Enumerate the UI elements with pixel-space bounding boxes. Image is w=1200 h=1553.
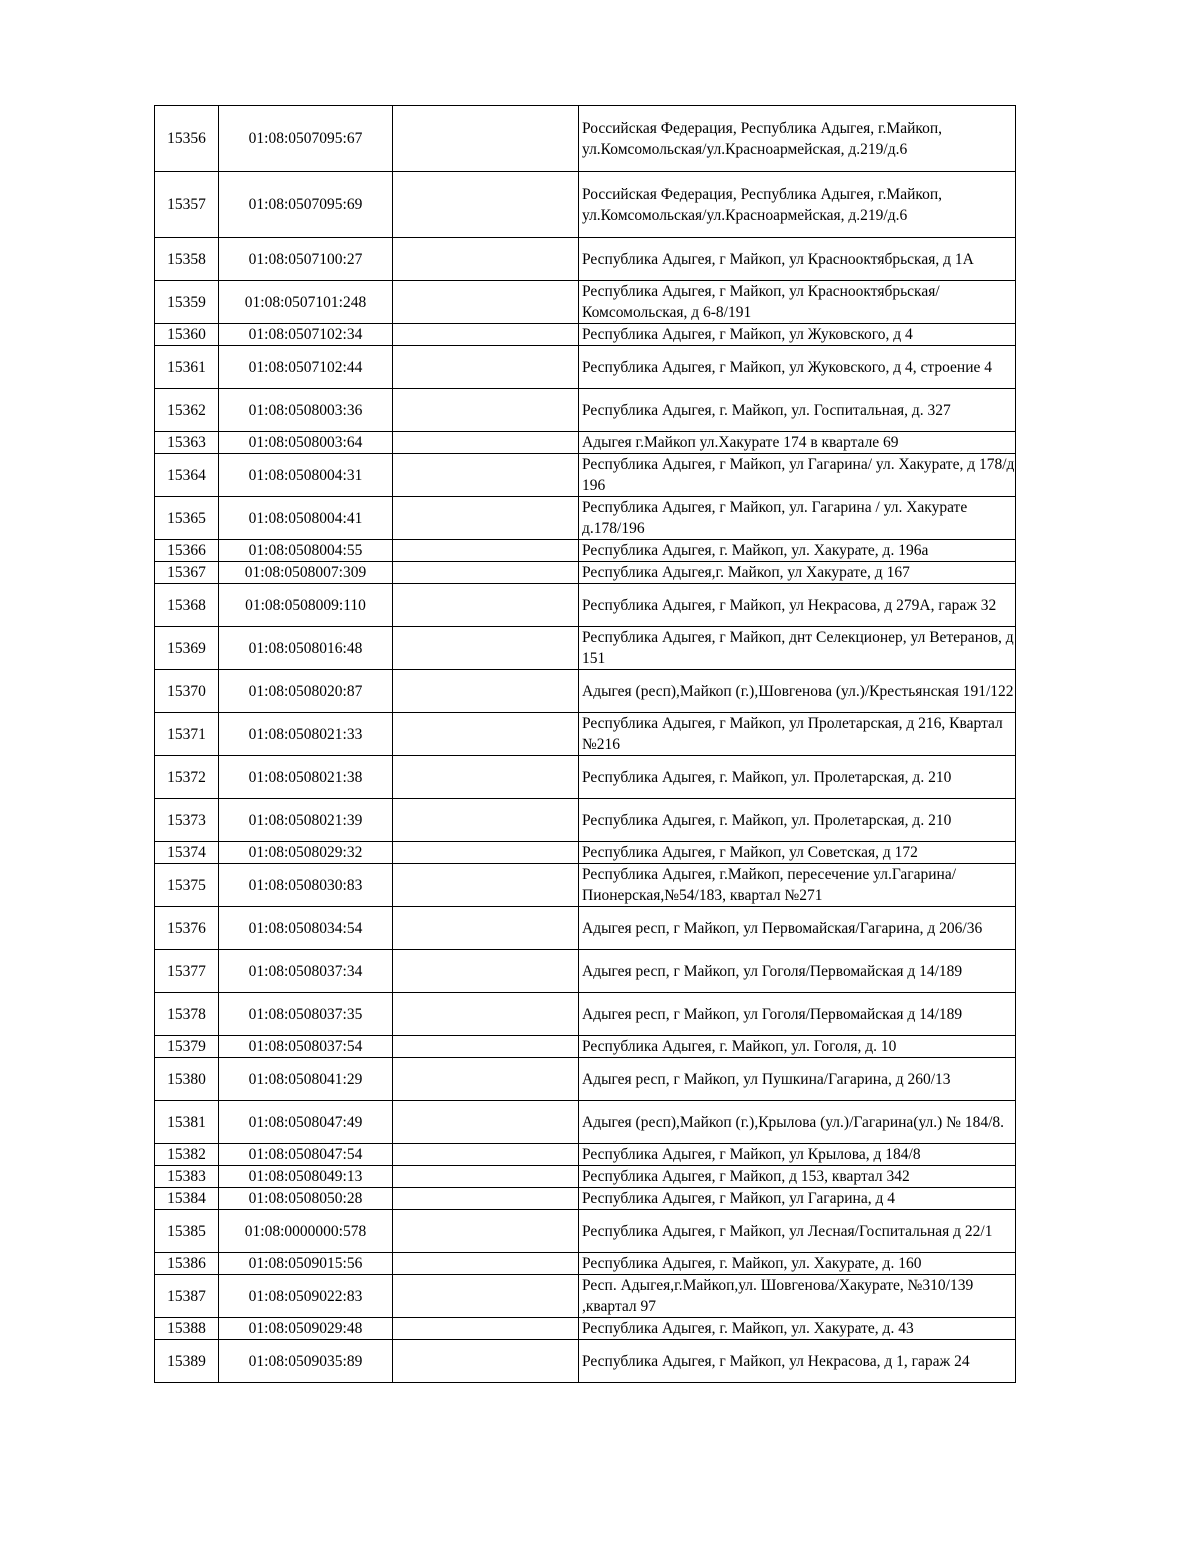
row-number: 15358 [155,238,219,281]
table-row [155,713,1016,756]
address: Республика Адыгея, г Майкоп, ул Гагарина, д 4 [579,1188,1016,1210]
empty-cell [393,1275,579,1318]
address: Республика Адыгея, г. Майкоп, ул. Хакурате, д. 43 [579,1318,1016,1340]
address: Республика Адыгея, г. Майкоп, ул. Хакурате, д. 160 [579,1253,1016,1275]
table-row [155,1036,1016,1058]
cadastral-number: 01:08:0507095:67 [219,106,393,172]
address: Республика Адыгея, г.Майкоп, пересечение ул.Гагарина/Пионерская,№54/183, квартал №271 [579,864,1016,907]
address: Республика Адыгея, г Майкоп, ул Жуковского, д 4, строение 4 [579,346,1016,389]
empty-cell [393,562,579,584]
cadastral-number: 01:08:0508041:29 [219,1058,393,1101]
row-number: 15371 [155,713,219,756]
row-number: 15368 [155,584,219,627]
address: Республика Адыгея, г Майкоп, ул Советская, д 172 [579,842,1016,864]
table-row [155,864,1016,907]
table-row [155,432,1016,454]
table-row [155,238,1016,281]
row-number: 15362 [155,389,219,432]
table-row [155,842,1016,864]
cadastral-number: 01:08:0508037:34 [219,950,393,993]
cadastral-number: 01:08:0508037:35 [219,993,393,1036]
address: Республика Адыгея, г Майкоп, ул Некрасова, д 1, гараж 24 [579,1340,1016,1383]
cadastral-number: 01:08:0509029:48 [219,1318,393,1340]
empty-cell [393,454,579,497]
address: Республика Адыгея, г Майкоп, ул Крылова, д 184/8 [579,1144,1016,1166]
address: Республика Адыгея, г Майкоп, ул Пролетарская, д 216, Квартал №216 [579,713,1016,756]
table-row [155,756,1016,799]
empty-cell [393,907,579,950]
empty-cell [393,1101,579,1144]
table-row [155,907,1016,950]
empty-cell [393,172,579,238]
cadastral-number: 01:08:0508003:64 [219,432,393,454]
row-number: 15380 [155,1058,219,1101]
row-number: 15382 [155,1144,219,1166]
empty-cell [393,1166,579,1188]
row-number: 15363 [155,432,219,454]
empty-cell [393,627,579,670]
table-row [155,670,1016,713]
address: Республика Адыгея, г Майкоп, днт Селекционер, ул Ветеранов, д 151 [579,627,1016,670]
address: Республика Адыгея, г. Майкоп, ул. Пролетарская, д. 210 [579,799,1016,842]
empty-cell [393,389,579,432]
empty-cell [393,993,579,1036]
empty-cell [393,497,579,540]
table-row [155,281,1016,324]
cadastral-number: 01:08:0507101:248 [219,281,393,324]
address: Адыгея респ, г Майкоп, ул Гоголя/Первомайская д 14/189 [579,993,1016,1036]
empty-cell [393,238,579,281]
table-row [155,993,1016,1036]
empty-cell [393,324,579,346]
table-row [155,1144,1016,1166]
row-number: 15372 [155,756,219,799]
row-number: 15388 [155,1318,219,1340]
cadastral-number: 01:08:0507102:34 [219,324,393,346]
address: Республика Адыгея, г Майкоп, ул Гагарина/ ул. Хакурате, д 178/д 196 [579,454,1016,497]
empty-cell [393,1144,579,1166]
cadastral-number: 01:08:0508016:48 [219,627,393,670]
cadastral-number: 01:08:0508047:54 [219,1144,393,1166]
cadastral-number: 01:08:0508029:32 [219,842,393,864]
table-row [155,1210,1016,1253]
empty-cell [393,864,579,907]
empty-cell [393,842,579,864]
table-row [155,1318,1016,1340]
empty-cell [393,1188,579,1210]
row-number: 15378 [155,993,219,1036]
row-number: 15375 [155,864,219,907]
row-number: 15387 [155,1275,219,1318]
address: Адыгея респ, г Майкоп, ул Первомайская/Гагарина, д 206/36 [579,907,1016,950]
table-row [155,1101,1016,1144]
cadastral-number: 01:08:0508047:49 [219,1101,393,1144]
cadastral-number: 01:08:0507095:69 [219,172,393,238]
row-number: 15386 [155,1253,219,1275]
empty-cell [393,1253,579,1275]
table-row [155,1166,1016,1188]
cadastral-number: 01:08:0508037:54 [219,1036,393,1058]
address: Республика Адыгея, г Майкоп, ул Краснооктябрьская/Комсомольская, д 6-8/191 [579,281,1016,324]
address: Республика Адыгея, г Майкоп, ул Некрасова, д 279А, гараж 32 [579,584,1016,627]
row-number: 15384 [155,1188,219,1210]
cadastral-number: 01:08:0508034:54 [219,907,393,950]
cadastral-number: 01:08:0507100:27 [219,238,393,281]
row-number: 15366 [155,540,219,562]
table-row [155,172,1016,238]
address: Республика Адыгея, г. Майкоп, ул. Пролетарская, д. 210 [579,756,1016,799]
empty-cell [393,1340,579,1383]
table-row [155,1253,1016,1275]
row-number: 15383 [155,1166,219,1188]
row-number: 15385 [155,1210,219,1253]
row-number: 15365 [155,497,219,540]
empty-cell [393,1036,579,1058]
cadastral-number: 01:08:0508021:38 [219,756,393,799]
empty-cell [393,106,579,172]
empty-cell [393,540,579,562]
address: Респ. Адыгея,г.Майкоп,ул. Шовгенова/Хакурате, №310/139 ,квартал 97 [579,1275,1016,1318]
address: Республика Адыгея, г. Майкоп, ул. Гоголя, д. 10 [579,1036,1016,1058]
address: Республика Адыгея, г Майкоп, ул Жуковского, д 4 [579,324,1016,346]
empty-cell [393,1210,579,1253]
cadastral-number: 01:08:0509015:56 [219,1253,393,1275]
address: Республика Адыгея, г Майкоп, ул. Гагарина / ул. Хакурате д.178/196 [579,497,1016,540]
address: Адыгея (респ),Майкоп (г.),Шовгенова (ул.)/Крестьянская 191/122 [579,670,1016,713]
table-row [155,324,1016,346]
row-number: 15389 [155,1340,219,1383]
empty-cell [393,1318,579,1340]
table-row [155,1275,1016,1318]
table-row [155,497,1016,540]
row-number: 15373 [155,799,219,842]
address: Республика Адыгея,г. Майкоп, ул Хакурате, д 167 [579,562,1016,584]
address-table-body [155,106,1016,1383]
cadastral-number: 01:08:0000000:578 [219,1210,393,1253]
empty-cell [393,950,579,993]
row-number: 15359 [155,281,219,324]
table-row [155,627,1016,670]
address: Республика Адыгея, г Майкоп, ул Краснооктябрьская, д 1А [579,238,1016,281]
empty-cell [393,799,579,842]
row-number: 15377 [155,950,219,993]
row-number: 15361 [155,346,219,389]
address: Республика Адыгея, г. Майкоп, ул. Госпитальная, д. 327 [579,389,1016,432]
row-number: 15356 [155,106,219,172]
cadastral-number: 01:08:0508030:83 [219,864,393,907]
cadastral-number: 01:08:0509035:89 [219,1340,393,1383]
empty-cell [393,670,579,713]
cadastral-number: 01:08:0507102:44 [219,346,393,389]
cadastral-number: 01:08:0508004:55 [219,540,393,562]
row-number: 15364 [155,454,219,497]
address: Республика Адыгея, г Майкоп, д 153, квартал 342 [579,1166,1016,1188]
empty-cell [393,346,579,389]
row-number: 15381 [155,1101,219,1144]
table-row [155,540,1016,562]
address-table [154,105,1016,1383]
cadastral-number: 01:08:0508020:87 [219,670,393,713]
empty-cell [393,281,579,324]
row-number: 15357 [155,172,219,238]
cadastral-number: 01:08:0509022:83 [219,1275,393,1318]
row-number: 15360 [155,324,219,346]
table-row [155,389,1016,432]
table-row [155,1188,1016,1210]
cadastral-number: 01:08:0508004:41 [219,497,393,540]
table-row [155,454,1016,497]
table-row [155,106,1016,172]
cadastral-number: 01:08:0508003:36 [219,389,393,432]
row-number: 15369 [155,627,219,670]
table-row [155,1058,1016,1101]
row-number: 15379 [155,1036,219,1058]
row-number: 15376 [155,907,219,950]
table-row [155,1340,1016,1383]
row-number: 15374 [155,842,219,864]
table-row [155,562,1016,584]
table-row [155,950,1016,993]
address: Российская Федерация, Республика Адыгея, г.Майкоп, ул.Комсомольская/ул.Красноармейская, д.219/д.6 [579,106,1016,172]
empty-cell [393,584,579,627]
cadastral-number: 01:08:0508050:28 [219,1188,393,1210]
address: Адыгея респ, г Майкоп, ул Пушкина/Гагарина, д 260/13 [579,1058,1016,1101]
cadastral-number: 01:08:0508007:309 [219,562,393,584]
table-row [155,799,1016,842]
address: Республика Адыгея, г Майкоп, ул Лесная/Госпитальная д 22/1 [579,1210,1016,1253]
row-number: 15367 [155,562,219,584]
empty-cell [393,713,579,756]
cadastral-number: 01:08:0508049:13 [219,1166,393,1188]
address: Адыгея г.Майкоп ул.Хакурате 174 в квартале 69 [579,432,1016,454]
cadastral-number: 01:08:0508004:31 [219,454,393,497]
empty-cell [393,756,579,799]
address: Адыгея (респ),Майкоп (г.),Крылова (ул.)/Гагарина(ул.) № 184/8. [579,1101,1016,1144]
row-number: 15370 [155,670,219,713]
address: Российская Федерация, Республика Адыгея, г.Майкоп, ул.Комсомольская/ул.Красноармейская, д.219/д.6 [579,172,1016,238]
table-row [155,346,1016,389]
table-row [155,584,1016,627]
cadastral-number: 01:08:0508021:39 [219,799,393,842]
address: Республика Адыгея, г. Майкоп, ул. Хакурате, д. 196а [579,540,1016,562]
cadastral-number: 01:08:0508009:110 [219,584,393,627]
empty-cell [393,1058,579,1101]
cadastral-number: 01:08:0508021:33 [219,713,393,756]
empty-cell [393,432,579,454]
address: Адыгея респ, г Майкоп, ул Гоголя/Первомайская д 14/189 [579,950,1016,993]
